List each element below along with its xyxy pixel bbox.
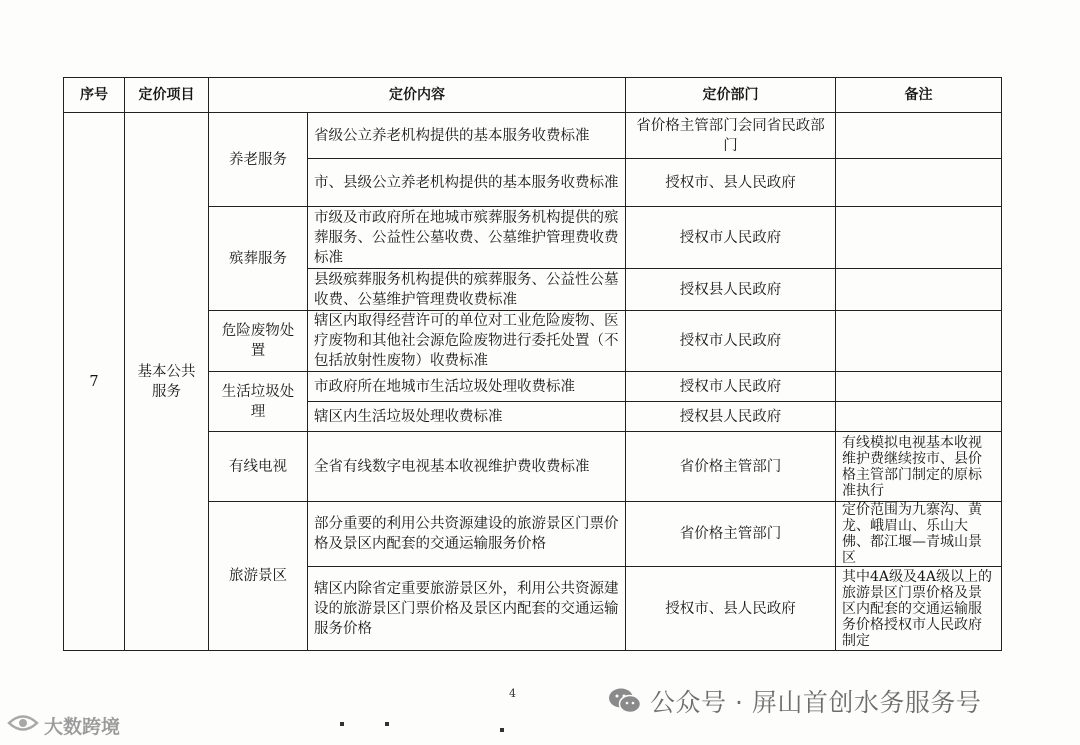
remark-cell <box>836 159 1002 207</box>
eye-logo-icon <box>6 712 40 739</box>
header-seq: 序号 <box>64 78 125 113</box>
content-cell: 省级公立养老机构提供的基本服务收费标准 <box>308 113 626 159</box>
content-cell: 辖区内除省定重要旅游景区外，利用公共资源建设的旅游景区门票价格及景区内配套的交通运输服务价格 <box>308 567 626 651</box>
department-cell: 授权县人民政府 <box>626 269 836 311</box>
category-garbage: 生活垃圾处理 <box>209 372 308 432</box>
header-department: 定价部门 <box>626 78 836 113</box>
page-number: 4 <box>509 687 516 700</box>
scan-speck <box>500 728 504 732</box>
logo-text: 大数跨境 <box>44 716 121 738</box>
department-cell: 省价格主管部门 <box>626 502 836 567</box>
remark-cell <box>836 207 1002 269</box>
content-cell: 市级及市政府所在地城市殡葬服务机构提供的殡葬服务、公益性公墓收费、公墓维护管理费收费标准 <box>308 207 626 269</box>
header-remarks: 备注 <box>836 78 1002 113</box>
content-cell: 市、县级公立养老机构提供的基本服务收费标准 <box>308 159 626 207</box>
department-cell: 授权市人民政府 <box>626 207 836 269</box>
category-hazardous: 危险废物处置 <box>209 311 308 372</box>
remark-cell <box>836 372 1002 402</box>
content-cell: 部分重要的利用公共资源建设的旅游景区门票价格及景区内配套的交通运输服务价格 <box>308 502 626 567</box>
content-cell: 辖区内生活垃圾处理收费标准 <box>308 402 626 432</box>
remark-cell <box>836 311 1002 372</box>
wechat-icon <box>608 687 642 715</box>
remark-cell <box>836 269 1002 311</box>
department-cell: 授权市人民政府 <box>626 372 836 402</box>
department-cell: 省价格主管部门 <box>626 432 836 502</box>
category-tourism: 旅游景区 <box>209 502 308 651</box>
pricing-table <box>63 77 1002 651</box>
group-seq: 7 <box>64 113 125 651</box>
department-cell: 授权县人民政府 <box>626 402 836 432</box>
watermark <box>608 683 981 719</box>
header-content: 定价内容 <box>209 78 626 113</box>
brand-logo <box>6 712 120 739</box>
department-cell: 授权市、县人民政府 <box>626 159 836 207</box>
category-elderly: 养老服务 <box>209 113 308 207</box>
scan-speck <box>385 722 389 726</box>
watermark-text: 公众号 · 屏山首创水务服务号 <box>650 688 982 717</box>
department-cell: 省价格主管部门会同省民政部门 <box>626 113 836 159</box>
remark-cell <box>836 113 1002 159</box>
header-item: 定价项目 <box>125 78 209 113</box>
table-row <box>64 113 1002 159</box>
department-cell: 授权市人民政府 <box>626 311 836 372</box>
remark-cell <box>836 402 1002 432</box>
table-header-row <box>64 78 1002 113</box>
category-cable-tv: 有线电视 <box>209 432 308 502</box>
content-cell: 县级殡葬服务机构提供的殡葬服务、公益性公墓收费、公墓维护管理费收费标准 <box>308 269 626 311</box>
remark-cell: 有线模拟电视基本收视维护费继续按市、县价格主管部门制定的原标准执行 <box>836 432 1002 502</box>
department-cell: 授权市、县人民政府 <box>626 567 836 651</box>
content-cell: 市政府所在地城市生活垃圾处理收费标准 <box>308 372 626 402</box>
scan-speck <box>340 722 344 726</box>
content-cell: 全省有线数字电视基本收视维护费收费标准 <box>308 432 626 502</box>
remark-cell: 定价范围为九寨沟、黄龙、峨眉山、乐山大佛、都江堰—青城山景区 <box>836 502 1002 567</box>
category-funeral: 殡葬服务 <box>209 207 308 311</box>
content-cell: 辖区内取得经营许可的单位对工业危险废物、医疗废物和其他社会源危险废物进行委托处置（不包括放射性废物）收费标准 <box>308 311 626 372</box>
group-item: 基本公共服务 <box>125 113 209 651</box>
remark-cell: 其中4A级及4A级以上的旅游景区门票价格及景区内配套的交通运输服务价格授权市人民政府制定 <box>836 567 1002 651</box>
